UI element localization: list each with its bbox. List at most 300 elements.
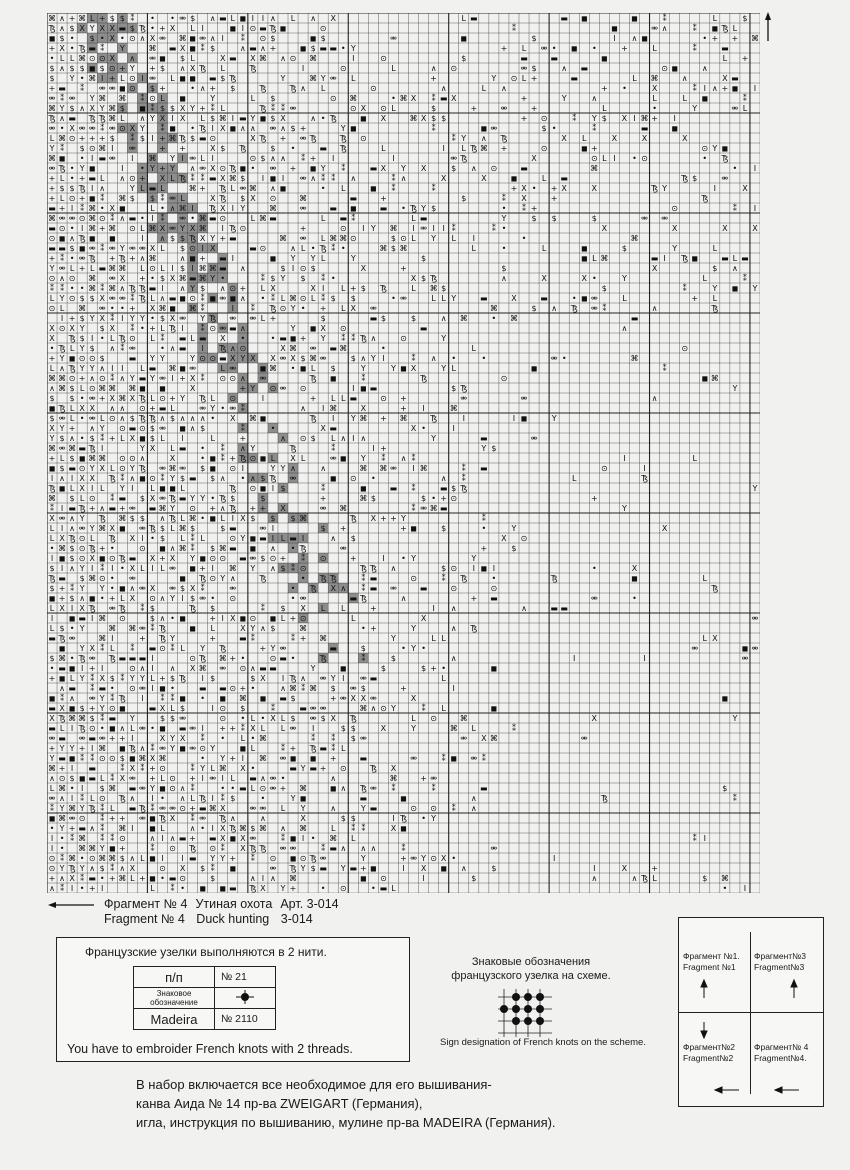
stitch-symbol: ⊙ bbox=[229, 534, 237, 543]
stitch-symbol: $ bbox=[139, 514, 145, 523]
stitch-symbol: ◼ bbox=[58, 234, 66, 243]
stitch-symbol: ⊙ bbox=[219, 214, 227, 223]
stitch-symbol: ◼ bbox=[159, 544, 166, 553]
stitch-symbol: ⚮ bbox=[460, 734, 468, 743]
stitch-symbol: X bbox=[601, 224, 608, 233]
stitch-symbol: Ꜩ bbox=[349, 514, 357, 523]
stitch-symbol: ⁑ bbox=[140, 94, 145, 103]
stitch-symbol: $ bbox=[280, 604, 286, 613]
stitch-symbol: X bbox=[149, 244, 156, 253]
stitch-symbol: • bbox=[320, 114, 326, 123]
stitch-symbol: ⁑ bbox=[511, 24, 516, 33]
stitch-symbol: ∧ bbox=[189, 824, 196, 833]
stitch-symbol: X bbox=[109, 324, 116, 333]
arrow-left-icon bbox=[48, 900, 94, 910]
stitch-symbol: L bbox=[140, 264, 145, 273]
stitch-symbol: + bbox=[129, 254, 136, 263]
stitch-symbol: • bbox=[200, 824, 206, 833]
stitch-symbol: Ꜩ bbox=[169, 494, 177, 503]
stitch-symbol: ⁑ bbox=[431, 784, 436, 793]
stitch-symbol: ⚮ bbox=[219, 324, 227, 333]
stitch-symbol: ◼ bbox=[279, 24, 287, 33]
stitch-symbol: ▬ bbox=[319, 44, 327, 53]
stitch-symbol: $ bbox=[79, 314, 85, 323]
stitch-symbol: ⚮ bbox=[88, 414, 96, 423]
stitch-symbol: ⁑ bbox=[592, 124, 597, 133]
stitch-symbol: • bbox=[491, 574, 497, 583]
stitch-symbol: Ꜩ bbox=[289, 444, 297, 453]
stitch-symbol: ⌘ bbox=[148, 154, 157, 163]
legend-cell-value: № 21 bbox=[215, 967, 276, 988]
stitch-symbol: + bbox=[259, 644, 267, 653]
stitch-symbol: + bbox=[48, 674, 56, 683]
stitch-symbol: + bbox=[400, 524, 407, 533]
stitch-symbol: ∧ bbox=[259, 774, 266, 783]
stitch-symbol: ⁑ bbox=[351, 214, 356, 223]
stitch-symbol: L bbox=[89, 534, 95, 543]
stitch-symbol: ⁑ bbox=[501, 194, 506, 203]
stitch-symbol: ∧ bbox=[189, 164, 196, 173]
stitch-symbol: Y bbox=[99, 844, 105, 853]
stitch-symbol: I bbox=[462, 414, 465, 423]
stitch-symbol: ⊙ bbox=[380, 874, 387, 883]
stitch-symbol: + bbox=[390, 514, 397, 523]
stitch-symbol: Ꜩ bbox=[58, 714, 66, 723]
stitch-symbol: ◼ bbox=[530, 364, 538, 373]
stitch-symbol: ▬ bbox=[279, 694, 287, 703]
stitch-symbol: ⁑ bbox=[351, 334, 356, 343]
stitch-symbol: ⚮ bbox=[269, 774, 277, 783]
stitch-symbol: ⁑ bbox=[100, 434, 105, 443]
stitch-symbol: ⁑ bbox=[572, 114, 577, 123]
stitch-symbol: I bbox=[91, 744, 94, 753]
stitch-symbol: X bbox=[280, 504, 286, 513]
stitch-symbol: ∧ bbox=[731, 264, 738, 273]
stitch-symbol: ∧ bbox=[551, 304, 558, 313]
stitch-symbol: • bbox=[290, 144, 296, 153]
stitch-symbol: Y bbox=[511, 524, 517, 533]
stitch-symbol: Y bbox=[79, 564, 85, 573]
stitch-symbol: Y bbox=[240, 354, 246, 363]
stitch-symbol: L bbox=[521, 44, 527, 53]
stitch-symbol: X bbox=[219, 834, 226, 843]
stitch-symbol: $ bbox=[300, 274, 306, 283]
stitch-symbol: L bbox=[150, 334, 155, 343]
stitch-symbol: ⌘ bbox=[399, 414, 408, 423]
stitch-symbol: ⌘ bbox=[58, 374, 67, 383]
stitch-symbol: ⌘ bbox=[449, 404, 458, 413]
stitch-symbol: X bbox=[240, 834, 246, 843]
stitch-symbol: I bbox=[261, 394, 265, 403]
stitch-symbol: ∧ bbox=[280, 684, 286, 693]
stitch-symbol: Y bbox=[250, 624, 256, 633]
stitch-symbol: ∧ bbox=[340, 844, 347, 853]
stitch-symbol: Ꜩ bbox=[118, 554, 126, 563]
stitch-symbol: ⚮ bbox=[259, 374, 267, 383]
stitch-symbol: $ bbox=[59, 34, 65, 43]
stitch-symbol: + bbox=[48, 254, 56, 263]
stitch-symbol: L bbox=[180, 194, 185, 203]
stitch-symbol: ◼ bbox=[159, 784, 166, 793]
stitch-symbol: Y bbox=[200, 764, 206, 773]
stitch-symbol: Ꜩ bbox=[460, 154, 468, 163]
stitch-symbol: ▬ bbox=[158, 404, 167, 413]
stitch-symbol: ⌘ bbox=[389, 774, 398, 783]
stitch-symbol: ⁑ bbox=[200, 584, 205, 593]
stitch-symbol: ⌘ bbox=[299, 194, 308, 203]
stitch-symbol: $ bbox=[290, 124, 296, 133]
stitch-symbol: ⊙ bbox=[349, 474, 357, 483]
stitch-symbol: ⌘ bbox=[309, 54, 318, 63]
stitch-symbol: ◼ bbox=[108, 724, 116, 733]
stitch-symbol: ⊙ bbox=[490, 164, 498, 173]
stitch-symbol: ⁑ bbox=[361, 654, 366, 663]
stitch-symbol: ⌘ bbox=[48, 444, 57, 453]
stitch-symbol: ⌘ bbox=[48, 494, 57, 503]
stitch-symbol: I bbox=[211, 154, 214, 163]
stitch-symbol: ⌘ bbox=[48, 764, 57, 773]
stitch-symbol: ⊙ bbox=[279, 304, 287, 313]
stitch-symbol: ⚮ bbox=[249, 804, 257, 813]
stitch-symbol: I bbox=[91, 564, 94, 573]
stitch-symbol: ⁑ bbox=[100, 244, 105, 253]
stitch-symbol: • bbox=[200, 444, 206, 453]
stitch-symbol: + bbox=[78, 264, 86, 273]
stitch-symbol: L bbox=[712, 14, 718, 23]
stitch-symbol: ▬ bbox=[379, 204, 388, 213]
stitch-symbol: ⚮ bbox=[139, 784, 146, 793]
fragment-art-ru: Арт. 3-014 bbox=[280, 897, 339, 911]
stitch-symbol: ⚮ bbox=[751, 644, 759, 653]
stitch-symbol: + bbox=[88, 664, 96, 673]
stitch-symbol: I bbox=[70, 764, 74, 773]
stitch-symbol: ⊙ bbox=[78, 534, 86, 543]
stitch-symbol: + bbox=[98, 14, 106, 23]
stitch-symbol: X bbox=[230, 614, 236, 623]
stitch-symbol: ▬ bbox=[439, 484, 448, 493]
stitch-symbol: I bbox=[332, 414, 335, 423]
stitch-symbol: ▬ bbox=[349, 394, 358, 403]
stitch-symbol: Y bbox=[99, 584, 105, 593]
stitch-symbol: ⊙ bbox=[68, 194, 76, 203]
stitch-symbol: X bbox=[661, 524, 668, 533]
stitch-symbol: ⌘ bbox=[258, 214, 267, 223]
stitch-symbol: X bbox=[521, 194, 527, 203]
stitch-symbol: $ bbox=[491, 444, 497, 453]
stitch-symbol: • bbox=[49, 344, 55, 353]
stitch-symbol: ⁑ bbox=[481, 754, 486, 763]
stitch-symbol: I bbox=[151, 654, 154, 663]
stitch-symbol: Ꜩ bbox=[249, 64, 257, 73]
stitch-symbol: $ bbox=[360, 644, 366, 653]
stitch-symbol: ⁑ bbox=[200, 324, 205, 333]
stitch-symbol: L bbox=[59, 194, 65, 203]
stitch-symbol: $ bbox=[591, 214, 597, 223]
stitch-symbol: X bbox=[280, 114, 286, 123]
stitch-symbol: Y bbox=[79, 514, 85, 523]
stitch-symbol: I bbox=[111, 634, 114, 643]
stitch-symbol: $ bbox=[310, 44, 316, 53]
stitch-symbol: ◼ bbox=[169, 124, 176, 133]
stitch-symbol: + bbox=[229, 754, 237, 763]
stitch-symbol: Y bbox=[200, 494, 206, 503]
stitch-symbol: + bbox=[78, 194, 86, 203]
stitch-symbol: ⚮ bbox=[390, 464, 397, 473]
stitch-symbol: ◼ bbox=[249, 534, 257, 543]
stitch-symbol: ◼ bbox=[229, 294, 237, 303]
stitch-symbol: ⁑ bbox=[220, 844, 225, 853]
stitch-symbol: L bbox=[451, 364, 456, 373]
stitch-symbol: ⚮ bbox=[108, 154, 116, 163]
stitch-symbol: ◼ bbox=[289, 334, 297, 343]
stitch-symbol: ∧ bbox=[159, 414, 166, 423]
stitch-symbol: Y bbox=[340, 864, 346, 873]
stitch-symbol: L bbox=[300, 244, 306, 253]
stitch-symbol: • bbox=[79, 884, 85, 893]
stitch-symbol: ⌘ bbox=[48, 14, 57, 23]
stitch-symbol: L bbox=[571, 474, 577, 483]
stitch-symbol: Ꜩ bbox=[239, 144, 247, 153]
stitch-symbol: ⁑ bbox=[491, 224, 496, 233]
stitch-symbol: I bbox=[382, 554, 385, 563]
stitch-symbol: ◼ bbox=[179, 74, 186, 83]
stitch-symbol: ▬ bbox=[148, 364, 157, 373]
stitch-symbol: ∧ bbox=[270, 154, 276, 163]
stitch-symbol: ▬ bbox=[239, 114, 247, 123]
stitch-symbol: ⊙ bbox=[249, 614, 257, 623]
stitch-symbol: L bbox=[59, 54, 65, 63]
stitch-symbol: ⁑ bbox=[351, 824, 356, 833]
stitch-symbol: Y bbox=[280, 274, 286, 283]
stitch-symbol: ▬ bbox=[369, 314, 378, 323]
stitch-symbol: ⚮ bbox=[520, 394, 528, 403]
stitch-symbol: ▬ bbox=[118, 654, 127, 663]
stitch-symbol: Y bbox=[49, 754, 55, 763]
stitch-symbol: • bbox=[99, 594, 105, 603]
stitch-symbol: ⁑ bbox=[200, 734, 205, 743]
stitch-symbol: $ bbox=[69, 494, 75, 503]
stitch-symbol: $ bbox=[129, 24, 135, 33]
stitch-symbol: I bbox=[211, 794, 214, 803]
legend-table bbox=[133, 966, 276, 1030]
stitch-symbol: ⁑ bbox=[411, 354, 416, 363]
stitch-symbol: $ bbox=[621, 244, 627, 253]
stitch-symbol: ∧ bbox=[450, 624, 457, 633]
stitch-symbol: ◼ bbox=[179, 364, 186, 373]
stitch-symbol: • bbox=[451, 854, 457, 863]
stitch-symbol: $ bbox=[99, 64, 105, 73]
stitch-symbol: Y bbox=[280, 464, 286, 473]
stitch-symbol: L bbox=[49, 134, 55, 143]
stitch-symbol: ∧ bbox=[199, 414, 206, 423]
stitch-symbol: ⌘ bbox=[108, 224, 117, 233]
stitch-symbol: ◼ bbox=[229, 24, 237, 33]
stitch-symbol: ⊙ bbox=[319, 24, 327, 33]
stitch-symbol: ⁑ bbox=[110, 774, 115, 783]
table-row bbox=[134, 988, 276, 1009]
stitch-symbol: X bbox=[591, 184, 598, 193]
stitch-symbol: $ bbox=[410, 314, 417, 323]
stitch-symbol: Y bbox=[250, 444, 256, 453]
stitch-symbol: L bbox=[69, 264, 75, 273]
stitch-symbol: Ꜩ bbox=[138, 284, 146, 293]
stitch-symbol: ∧ bbox=[119, 374, 126, 383]
stitch-symbol: X bbox=[179, 114, 186, 123]
stitch-symbol: ⌘ bbox=[68, 714, 77, 723]
stitch-symbol: I bbox=[623, 454, 626, 463]
stitch-symbol: • bbox=[421, 814, 426, 823]
stitch-symbol: ▬ bbox=[329, 844, 337, 853]
stitch-symbol: ⌘ bbox=[238, 694, 247, 703]
stitch-symbol: ⊙ bbox=[159, 644, 166, 653]
stitch-symbol: $ bbox=[722, 784, 728, 793]
stitch-symbol: ⊙ bbox=[370, 84, 377, 93]
stitch-symbol: ⊙ bbox=[88, 354, 96, 363]
stitch-symbol: ⚮ bbox=[279, 844, 287, 853]
stitch-symbol: I bbox=[342, 674, 345, 683]
stitch-symbol: Y bbox=[481, 444, 487, 453]
stitch-symbol: • bbox=[59, 844, 65, 853]
stitch-symbol: L bbox=[250, 214, 256, 223]
stitch-symbol: ∧ bbox=[159, 514, 166, 523]
stitch-symbol: L bbox=[250, 744, 256, 753]
stitch-symbol: L bbox=[59, 724, 65, 733]
stitch-symbol: L bbox=[391, 884, 396, 893]
stitch-symbol: $ bbox=[280, 264, 286, 273]
stitch-symbol: ◼ bbox=[360, 874, 367, 883]
stitch-symbol: Ꜩ bbox=[199, 64, 207, 73]
stitch-symbol: $ bbox=[350, 534, 356, 543]
stitch-symbol: Y bbox=[149, 784, 155, 793]
stitch-symbol: I bbox=[211, 824, 214, 833]
stitch-symbol: • bbox=[69, 784, 75, 793]
stitch-symbol: ∧ bbox=[119, 724, 126, 733]
stitch-symbol: • bbox=[391, 294, 396, 303]
stitch-symbol: X bbox=[360, 404, 367, 413]
stitch-symbol: ⚮ bbox=[259, 804, 267, 813]
stitch-symbol: ⁑ bbox=[321, 484, 326, 493]
stitch-symbol: ⁑ bbox=[60, 694, 65, 703]
stitch-symbol: $ bbox=[69, 24, 75, 33]
stitch-symbol: ∧ bbox=[109, 404, 116, 413]
stitch-symbol: Y bbox=[49, 144, 55, 153]
stitch-symbol: X bbox=[49, 324, 55, 333]
stitch-symbol: ◼ bbox=[48, 594, 56, 603]
stitch-symbol: ⁑ bbox=[461, 474, 466, 483]
stitch-symbol: I bbox=[241, 754, 245, 763]
stitch-symbol: ⚮ bbox=[129, 344, 136, 353]
stitch-symbol: Y bbox=[129, 464, 135, 473]
stitch-symbol: ⊙ bbox=[380, 104, 387, 113]
stitch-symbol: X bbox=[149, 494, 156, 503]
stitch-symbol: X bbox=[179, 44, 186, 53]
stitch-symbol: X bbox=[159, 704, 166, 713]
stitch-symbol: + bbox=[470, 594, 478, 603]
stitch-symbol: ▬ bbox=[88, 764, 96, 773]
stitch-symbol: I bbox=[50, 834, 54, 843]
stitch-symbol: • bbox=[190, 84, 195, 93]
stitch-symbol: ◼ bbox=[219, 694, 227, 703]
stitch-symbol: ∧ bbox=[69, 434, 76, 443]
stitch-symbol: • bbox=[290, 544, 296, 553]
stitch-symbol: ⌘ bbox=[208, 264, 217, 273]
stitch-symbol: ◼ bbox=[239, 744, 247, 753]
stitch-symbol: L bbox=[411, 234, 416, 243]
stitch-symbol: + bbox=[299, 634, 307, 643]
fragment-title-ru: Утиная охота bbox=[195, 897, 273, 911]
stitch-symbol: L bbox=[541, 244, 547, 253]
stitch-symbol: L bbox=[99, 414, 105, 423]
stitch-symbol: I bbox=[141, 74, 144, 83]
stitch-symbol: ◼ bbox=[259, 364, 267, 373]
stitch-symbol: ◼ bbox=[88, 64, 96, 73]
stitch-symbol: + bbox=[199, 104, 207, 113]
stitch-symbol: $ bbox=[69, 64, 75, 73]
stitch-symbol: ⚮ bbox=[651, 24, 658, 33]
stitch-symbol: L bbox=[441, 704, 446, 713]
stitch-symbol: Y bbox=[59, 294, 65, 303]
stitch-symbol: ◼ bbox=[480, 124, 488, 133]
stitch-symbol: ⌘ bbox=[48, 214, 57, 223]
stitch-symbol: ▬ bbox=[319, 144, 327, 153]
stitch-symbol: $ bbox=[240, 194, 246, 203]
stitch-symbol: ⌘ bbox=[138, 754, 147, 763]
stitch-symbol: I bbox=[261, 174, 265, 183]
stitch-symbol: ∧ bbox=[360, 844, 367, 853]
stitch-symbol: ∧ bbox=[129, 474, 136, 483]
stitch-symbol: X bbox=[250, 194, 256, 203]
stitch-symbol: + bbox=[189, 804, 196, 813]
stitch-symbol: ∧ bbox=[129, 854, 136, 863]
stitch-symbol: ⁑ bbox=[331, 734, 336, 743]
stitch-symbol: ◼ bbox=[108, 844, 116, 853]
stitch-symbol: Y bbox=[391, 364, 396, 373]
stitch-symbol: ⌘ bbox=[88, 844, 97, 853]
stitch-symbol: ⁑ bbox=[431, 184, 436, 193]
stitch-symbol: ⊙ bbox=[129, 84, 136, 93]
stitch-symbol: ⁑ bbox=[280, 744, 285, 753]
stitch-symbol: I bbox=[111, 364, 114, 373]
stitch-symbol: $ bbox=[119, 754, 125, 763]
stitch-symbol: ◼ bbox=[259, 414, 267, 423]
stitch-symbol: $ bbox=[210, 114, 216, 123]
stitch-symbol: Y bbox=[210, 94, 216, 103]
stitch-symbol: L bbox=[280, 724, 286, 733]
stitch-symbol: • bbox=[240, 714, 246, 723]
stitch-symbol: ⁑ bbox=[331, 244, 336, 253]
stitch-symbol: Y bbox=[270, 644, 276, 653]
stitch-symbol: X bbox=[189, 584, 196, 593]
stitch-symbol: ⁑ bbox=[321, 294, 326, 303]
stitch-symbol: ⌘ bbox=[329, 404, 338, 413]
stitch-symbol: $ bbox=[471, 874, 477, 883]
stitch-symbol: • bbox=[210, 414, 216, 423]
stitch-symbol: Ꜩ bbox=[329, 114, 337, 123]
stitch-symbol: L bbox=[140, 564, 145, 573]
stitch-symbol: • bbox=[79, 74, 85, 83]
stitch-symbol: Y bbox=[170, 634, 175, 643]
stitch-symbol: L bbox=[582, 134, 587, 143]
stitch-symbol: + bbox=[139, 174, 146, 183]
stitch-symbol: L bbox=[89, 264, 95, 273]
stitch-symbol: ◼ bbox=[169, 484, 176, 493]
stitch-symbol: ◼ bbox=[259, 114, 267, 123]
stitch-symbol: X bbox=[370, 514, 377, 523]
stitch-symbol: ⁑ bbox=[140, 604, 145, 613]
stitch-symbol: L bbox=[110, 464, 115, 473]
stitch-symbol: ◼ bbox=[48, 694, 56, 703]
stitch-symbol: I bbox=[352, 384, 355, 393]
